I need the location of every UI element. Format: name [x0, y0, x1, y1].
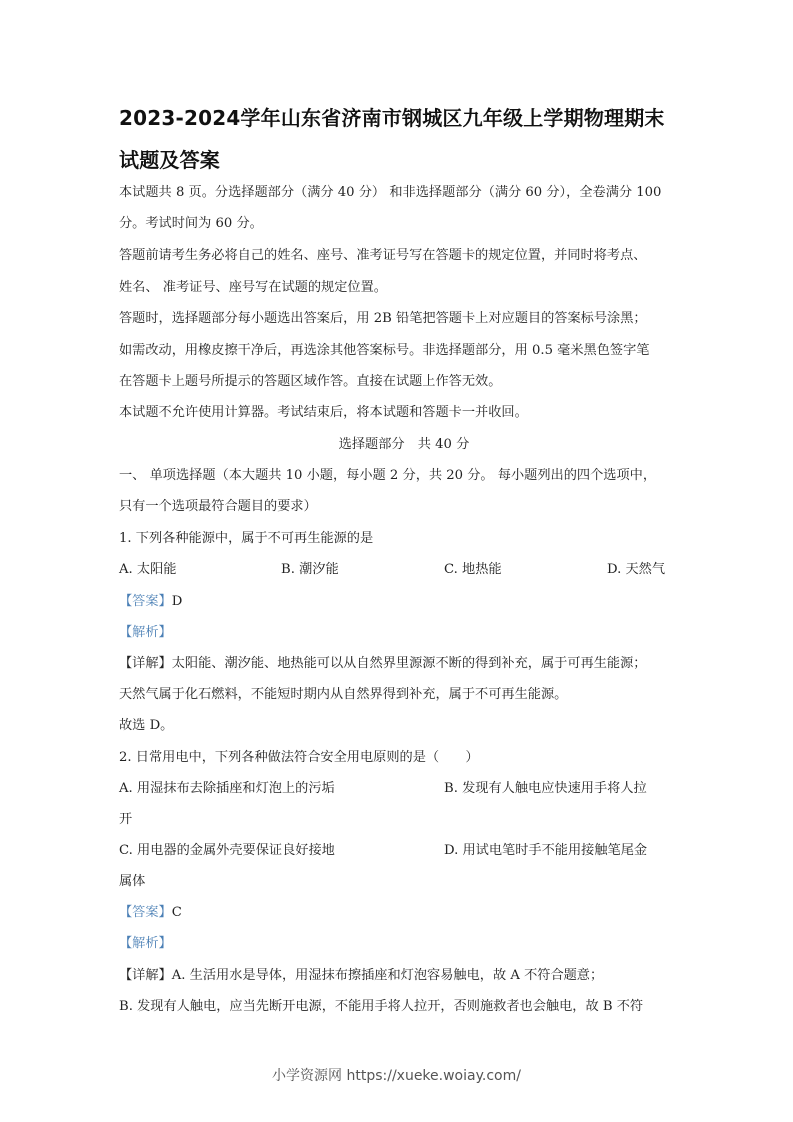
document-title-line2: 试题及答案	[119, 148, 220, 172]
part-heading: 只有一个选项最符合题目的要求）	[119, 499, 317, 514]
instruction-line: 姓名、 准考证号、座号写在试题的规定位置。	[119, 280, 387, 295]
question-2-option-c: C. 用电器的金属外壳要保证良好接地	[119, 843, 335, 858]
question-1-detail-line: 天然气属于化石燃料，不能短时期内从自然界得到补充，属于不可再生能源。	[119, 687, 568, 702]
section-heading: 选择题部分 共 40 分	[338, 437, 470, 452]
question-2-answer	[119, 905, 689, 921]
question-1-option-a: A. 太阳能	[119, 562, 177, 577]
footer-watermark: 小学资源网 https://xueke.woiay.com/	[272, 1068, 521, 1084]
part-heading: 一、 单项选择题（本大题共 10 小题，每小题 2 分，共 20 分。 每小题列出的四个选项中，	[119, 468, 657, 483]
detail-label: 【详解】	[119, 656, 172, 671]
instruction-line: 答题前请考生务必将自己的姓名、座号、准考证号写在答题卡的规定位置，并同时将考点、	[119, 248, 647, 263]
question-2-detail-line: B. 发现有人触电，应当先断开电源，不能用手将人拉开，否则施救者也会触电，故 B 不符	[119, 999, 644, 1014]
question-2-analysis-label: 【解析】	[119, 936, 172, 951]
question-2-option-d-wrap: 属体	[119, 874, 146, 889]
detail-text: 太阳能、潮汐能、地热能可以从自然界里源源不断的得到补充，属于可再生能源；	[171, 656, 647, 671]
answer-label: 【答案】	[119, 905, 172, 920]
instruction-line: 本试题共 8 页。分选择题部分（满分 40 分） 和非选择题部分（满分 60 分），全卷满分 100	[119, 185, 662, 200]
detail-text: A. 生活用水是导体，用湿抹布擦插座和灯泡容易触电，故 A 不符合题意；	[171, 968, 604, 983]
question-1-option-d: D. 天然气	[607, 562, 666, 577]
answer-value: D	[171, 594, 183, 609]
question-2-option-d: D. 用试电笔时手不能用接触笔尾金	[444, 843, 648, 858]
question-2-detail	[119, 968, 689, 984]
question-2-option-b: B. 发现有人触电应快速用手将人拉	[444, 781, 647, 796]
answer-value: C	[171, 905, 182, 920]
question-2-option-b-wrap: 开	[119, 812, 133, 827]
instruction-line: 答题时，选择题部分每小题选出答案后，用 2B 铅笔把答题卡上对应题目的答案标号涂黑；	[119, 311, 647, 326]
instruction-line: 在答题卡上题号所提示的答题区域作答。直接在试题上作答无效。	[119, 374, 502, 389]
instruction-line: 本试题不允许使用计算器。考试结束后，将本试题和答题卡一并收回。	[119, 405, 528, 420]
question-2-option-a: A. 用湿抹布去除插座和灯泡上的污垢	[119, 781, 335, 796]
question-1-analysis-label: 【解析】	[119, 625, 172, 640]
question-1-option-b: B. 潮汐能	[281, 562, 339, 577]
instruction-line: 分。考试时间为 60 分。	[119, 216, 263, 231]
answer-label: 【答案】	[119, 594, 172, 609]
instruction-line: 如需改动，用橡皮擦干净后，再选涂其他答案标号。非选择题部分，用 0.5 毫米黑色签字笔	[119, 343, 650, 358]
question-1-conclusion: 故选 D。	[119, 718, 174, 733]
detail-label: 【详解】	[119, 968, 172, 983]
question-2-stem: 2. 日常用电中，下列各种做法符合安全用电原则的是（ ）	[119, 750, 479, 765]
document-title-line1: 2023-2024学年山东省济南市钢城区九年级上学期物理期末	[119, 106, 665, 130]
question-1-detail	[119, 656, 689, 672]
question-1-stem: 1. 下列各种能源中，属于不可再生能源的是	[119, 531, 374, 546]
question-1-answer	[119, 594, 689, 610]
question-1-option-c: C. 地热能	[444, 562, 502, 577]
